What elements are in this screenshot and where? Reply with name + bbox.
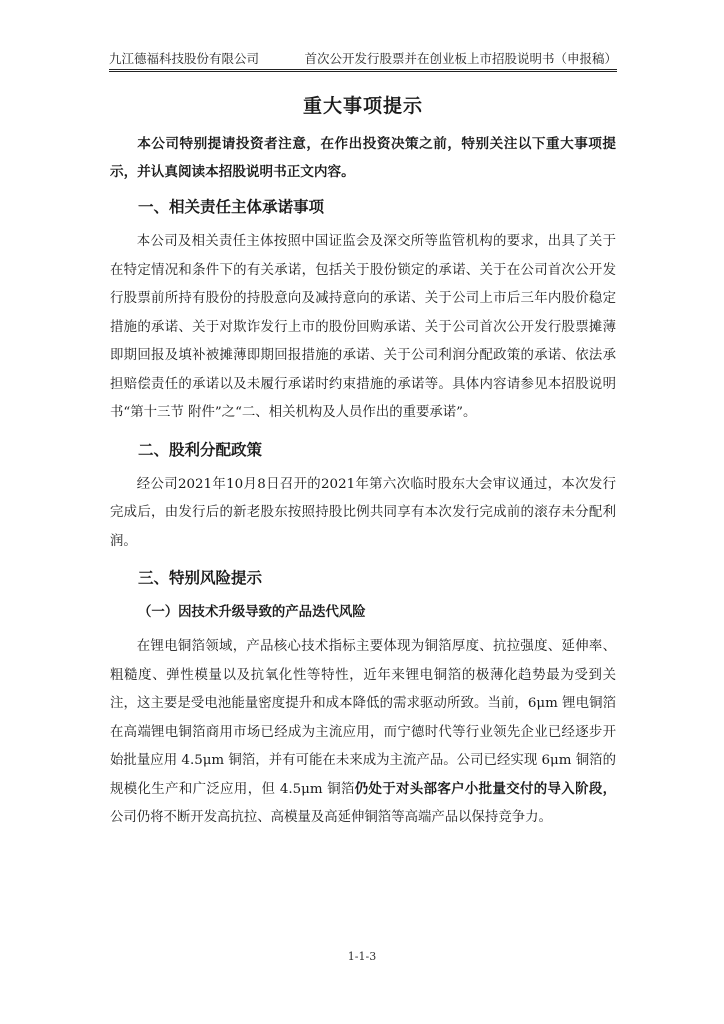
- risk-text-part-2: 公司仍将不断开发高抗拉、高模量及高延伸铜箔等高端产品以保持竞争力。: [110, 810, 552, 825]
- subsection-heading-product-iteration-risk: （一）因技术升级导致的产品迭代风险: [138, 605, 366, 620]
- section-body-commitments: 本公司及相关责任主体按照中国证监会及深交所等监管机构的要求，出具了关于在特定情况和条件下的有关承诺，包括关于股份锁定的承诺、关于在公司首次公开发行股票前所持有股份的持股意向及减持意向的承诺、关于公司上市后三年内股价稳定措施的承诺、关于对欺诈发行上市的股份回购承诺、关于公司首次公开发行股票摊薄即期回报及填补被摊薄即期回报措施的承诺、关于公司利润分配政策的承诺、依法承担赔偿责任的承诺以及未履行承诺时约束措施的承诺等。具体内容请参见本招股说明书“第十三节 附件”之“二、相关机构及人员作出的重要承诺”。: [110, 234, 616, 420]
- page-number: 1-1-3: [347, 950, 377, 963]
- intro-paragraph: 本公司特别提请投资者注意，在作出投资决策之前，特别关注以下重大事项提示，并认真阅读本招股说明书正文内容。: [110, 136, 616, 180]
- header-company-name: 九江德福科技股份有限公司: [109, 51, 260, 66]
- header-rule: [109, 69, 617, 70]
- section-body-dividend-policy: 经公司2021年10月8日召开的2021年第六次临时股东大会审议通过，本次发行完成后，由发行后的新老股东按照持股比例共同享有本次发行完成前的滚存未分配利润。: [110, 476, 616, 549]
- section-heading-risk: 三、特别风险提示: [138, 569, 263, 587]
- header-document-title: 首次公开发行股票并在创业板上市招股说明书（申报稿）: [304, 51, 617, 66]
- page-content: [110, 92, 616, 841]
- risk-text-part-1: 在锂电铜箔领域，产品核心技术指标主要体现为铜箔厚度、抗拉强度、延伸率、粗糙度、弹性模量以及抗氧化性等特性，近年来锂电铜箔的极薄化趋势最为受到关注，这主要是受电池能量密度提升和成本降低的需求驱动所致。当前，6μm 锂电铜箔在高端锂电铜箔商用市场已经成为主流应用，而宁德时代等行业领先企业已经逐步开始批量应用 4.5μm 铜箔，并有可能在未来成为主流产品。公司已经实现 6μm 铜箔的规模化生产和广泛应用，但 4.5μm 铜箔: [110, 639, 616, 797]
- header-rule-secondary: [109, 71, 617, 72]
- page-header: [109, 50, 617, 68]
- risk-text-emphasis: 仍处于对头部客户小批量交付的导入阶段，: [354, 781, 616, 797]
- section-body-product-iteration-risk: [110, 633, 616, 833]
- section-heading-dividend-policy: 二、股利分配政策: [138, 440, 263, 459]
- section-heading-commitments: 一、相关责任主体承诺事项: [138, 198, 325, 216]
- page-title: 重大事项提示: [302, 95, 423, 117]
